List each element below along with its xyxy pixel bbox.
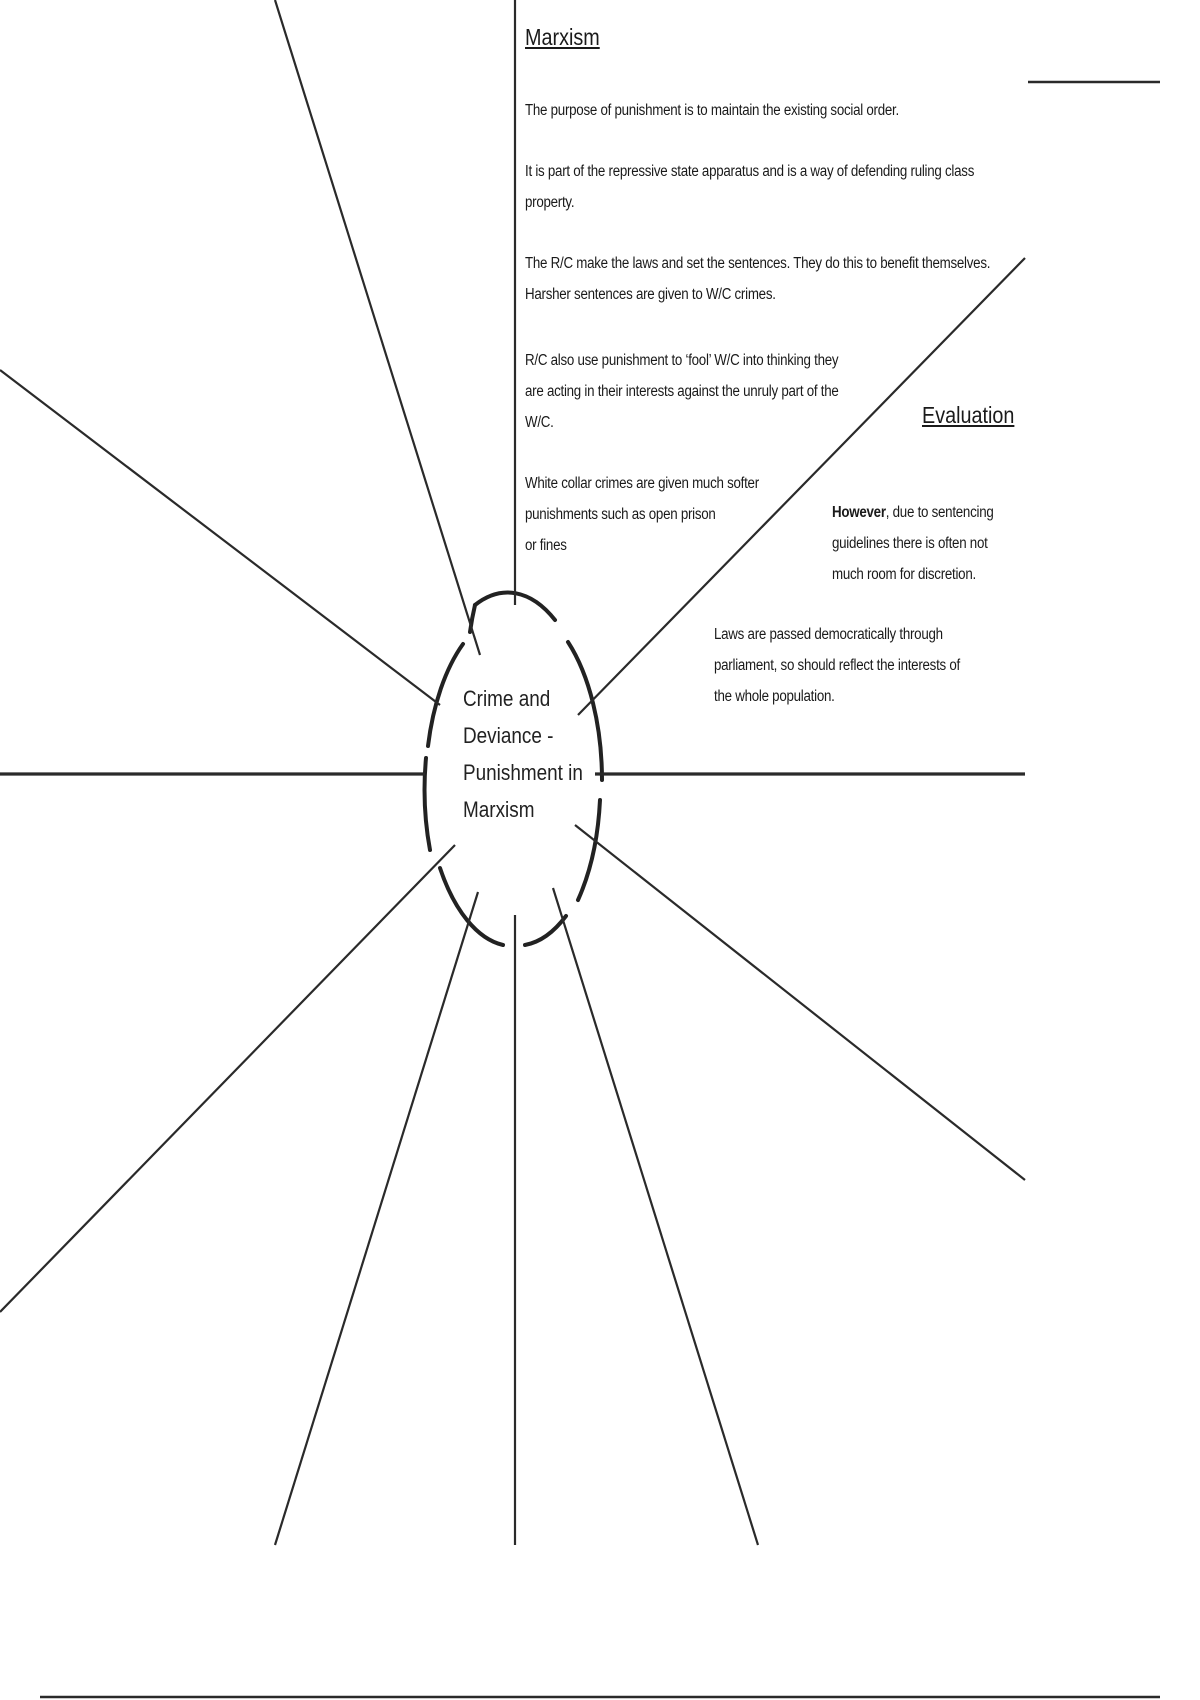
marxism-paragraph-2-line-1: It is part of the repressive state apparatus and is a way of defending ruling class xyxy=(525,163,975,180)
center-topic-line-4: Marxism xyxy=(463,797,535,822)
evaluation-paragraph-2-line-1: Laws are passed democratically through xyxy=(714,626,943,643)
evaluation-paragraph-1-line-2: guidelines there is often not xyxy=(832,535,988,552)
evaluation-paragraph-1 xyxy=(832,497,994,590)
center-topic xyxy=(463,680,583,828)
marxism-paragraph-4 xyxy=(525,345,839,438)
marxism-paragraph-5-line-3: or fines xyxy=(525,537,567,554)
evaluation-paragraph-1-line-3: much room for discretion. xyxy=(832,566,976,583)
evaluation-heading: Evaluation xyxy=(922,402,1015,428)
marxism-paragraph-4-line-1: R/C also use punishment to ‘fool’ W/C into thinking they xyxy=(525,352,839,369)
marxism-paragraph-1 xyxy=(525,95,899,126)
marxism-paragraph-5-line-1: White collar crimes are given much softer xyxy=(525,475,759,492)
marxism-paragraph-3 xyxy=(525,248,990,310)
evaluation-paragraph-2 xyxy=(714,619,960,712)
marxism-paragraph-4-line-2: are acting in their interests against the unruly part of the xyxy=(525,383,839,400)
marxism-paragraph-3-line-1: The R/C make the laws and set the sentences. They do this to benefit themselves. xyxy=(525,255,991,272)
evaluation-paragraph-1-line-1-rest: , due to sentencing xyxy=(885,504,994,521)
marxism-paragraph-2-line-2: property. xyxy=(525,194,575,211)
center-topic-line-3: Punishment in xyxy=(463,760,583,785)
spoke-bottom-right xyxy=(553,888,758,1545)
marxism-paragraph-5 xyxy=(525,468,759,561)
evaluation-paragraph-1-line-1 xyxy=(832,497,994,528)
evaluation-paragraph-2-line-2: parliament, so should reflect the interests of xyxy=(714,657,960,674)
spoke-lower-left xyxy=(0,845,455,1312)
marxism-paragraph-4-line-3: W/C. xyxy=(525,414,554,431)
center-topic-line-2: Deviance - xyxy=(463,723,554,748)
marxism-paragraph-2 xyxy=(525,156,974,218)
marxism-paragraph-1-line: The purpose of punishment is to maintain the existing social order. xyxy=(525,102,899,119)
marxism-heading: Marxism xyxy=(525,24,600,50)
marxism-paragraph-5-line-2: punishments such as open prison xyxy=(525,506,716,523)
evaluation-however: However xyxy=(832,504,886,521)
spoke-lower-right xyxy=(575,825,1025,1180)
spoke-upper-left xyxy=(0,370,440,705)
center-topic-line-1: Crime and xyxy=(463,686,551,711)
evaluation-paragraph-2-line-3: the whole population. xyxy=(714,688,835,705)
spoke-bottom-left xyxy=(275,892,478,1545)
marxism-paragraph-3-line-2: Harsher sentences are given to W/C crimes. xyxy=(525,286,776,303)
spoke-top-left xyxy=(275,0,480,655)
